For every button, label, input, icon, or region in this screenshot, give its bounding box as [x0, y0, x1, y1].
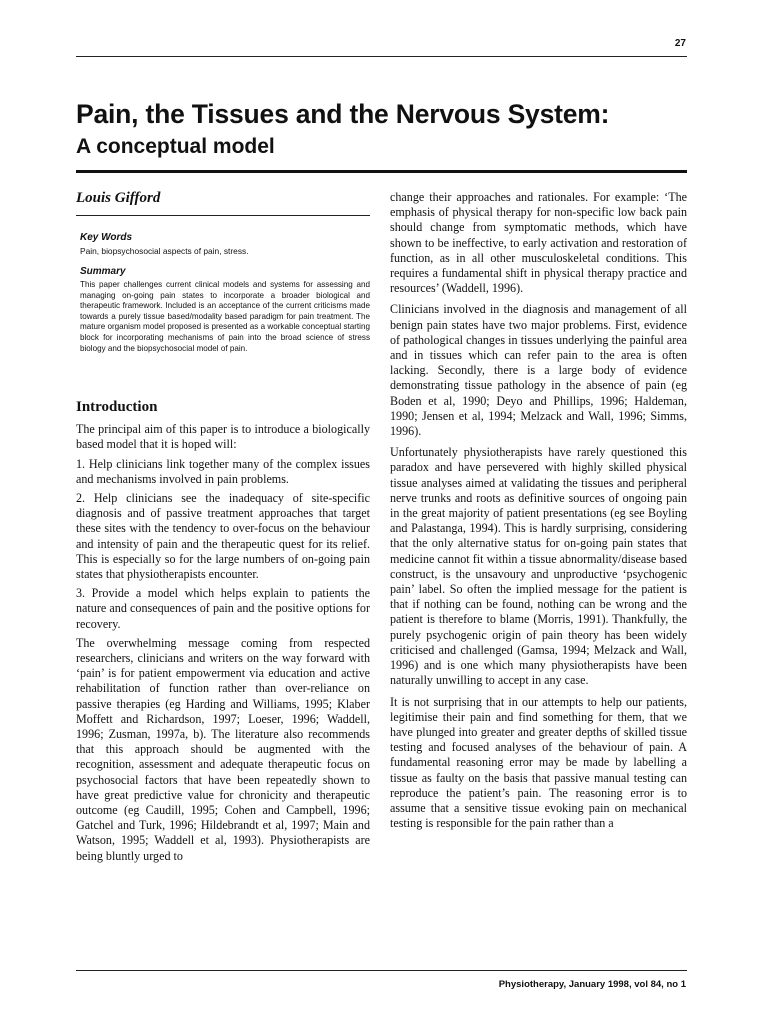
body-paragraph: change their approaches and rationales. For example: ‘The emphasis of physical therapy for non-specific low back pain should change from symptomatic methods, which have shown to be ineffective, to early activation and restoration of function, as in all other musculoskeletal conditions. This requires a fundamental shift in physical therapy practice and resources’ (Waddell, 1996).: [390, 190, 687, 296]
summary-text: This paper challenges current clinical models and systems for assessing and managing on-going pain states to incorporate a broader biological and therapeutic framework. Included is an acceptance of the current criticisms made towards a purely tissue based/modality based paradigm for pain treatment. The mature organism model proposed is presented as a workable conceptual starting block for incorporating mechanisms of pain into the broad science of stress biology and the biopsychosocial model of pain.: [80, 280, 370, 353]
author-name: Louis Gifford: [76, 190, 370, 216]
introduction-heading: Introduction: [76, 399, 158, 416]
body-paragraph: Unfortunately physiotherapists have rarely questioned this paradox and have persevered with highly skilled physical tissue analyses aimed at validating the tissues and peripheral nerve trunks and roots as definitive sources of ongoing pain in the great majority of patient presentations (eg see Boyling and Palastanga, 1994). This is hardly surprising, considering that the only alternative status for on-going pain states that medicine cannot fit within a tissue abnormality/disease based construct, is the unsavoury and unproductive ‘psychogenic pain’ label. So often the implied message for the patient is that if nothing can be found, nothing can be wrong and the patient is therefore to blame (Morris, 1991). Thankfully, the purely psychogenic origin of pain theory has been widely criticised and challenged (Gamsa, 1994; Melzack and Wall, 1996) and is one which many physiotherapists have been naturally unwilling to accept in any case.: [390, 445, 687, 688]
title-rule: [76, 170, 687, 173]
body-paragraph: The principal aim of this paper is to introduce a biologically based model that it is hoped will:: [76, 422, 370, 452]
left-column: [76, 190, 370, 868]
body-paragraph: 3. Provide a model which helps explain to patients the nature and consequences of pain and the positive options for recovery.: [76, 586, 370, 631]
journal-footer: Physiotherapy, January 1998, vol 84, no 1: [498, 979, 686, 990]
body-paragraph: 1. Help clinicians link together many of the complex issues and mechanisms involved in pain problems.: [76, 456, 370, 486]
summary-heading: Summary: [80, 266, 126, 277]
paper-subtitle: A conceptual model: [76, 135, 275, 158]
bottom-rule: [76, 970, 687, 971]
key-words: Pain, biopsychosocial aspects of pain, stress.: [80, 246, 249, 256]
top-rule: [76, 56, 687, 57]
body-paragraph: Clinicians involved in the diagnosis and management of all benign pain states have two major problems. First, evidence of pathological changes in tissues underlying the painful area and in tissues which can refer pain to the area is often lacking. Secondly, there is a large body of evidence demonstrating tissue pathology in the absence of pain (eg Boden et al, 1990; Deyo and Phillips, 1996; Haldeman, 1990; Jensen et al, 1994; Melzack and Wall, 1996; Simms, 1996).: [390, 302, 687, 439]
body-paragraph: 2. Help clinicians see the inadequacy of site-specific diagnosis and of passive treatment approaches that target these sites with the tendency to over-focus on the behaviour and intensity of pain and the therapeutic quest for its relief. This is especially so for the large numbers of on-going pain states that physiotherapists encounter.: [76, 490, 370, 581]
body-paragraph: It is not surprising that in our attempts to help our patients, legitimise their pain and find something for them, that we have plunged into greater and greater depths of skilled tissue testing and focused analyses of the behaviour of pain. A fundamental reasoning error may be made by labelling a tissue as faulty on the basis that passive manual testing can reproduce the patient’s pain. The reasoning error is to assume that a sensitive tissue evoking pain on mechanical testing is responsible for the pain rather than a: [390, 694, 687, 831]
page-number: 27: [674, 38, 686, 49]
right-column: [390, 190, 687, 837]
key-words-heading: Key Words: [80, 232, 133, 243]
body-paragraph: The overwhelming message coming from respected researchers, clinicians and writers on the way forward with ‘pain’ is for patient empowerment via education and active rehabilitation of function rather than over-reliance on passive therapies (eg Harding and Williams, 1995; Klaber Moffett and Richardson, 1997; Loeser, 1996; Waddell, 1996; Zusman, 1997a, b). The literature also recommends that this approach should be augmented with the recognition, assessment and adequate therapeutic focus on psychosocial factors that have been repeatedly shown to have great predictive value for chronicity and therapeutic outcome (eg Caudill, 1995; Cohen and Campbell, 1996; Gatchel and Turk, 1996; Hildebrandt et al, 1997; Main and Watson, 1995; Waddell et al, 1993). Physiotherapists are being bluntly urged to: [76, 635, 370, 863]
paper-title: Pain, the Tissues and the Nervous System:: [76, 99, 610, 129]
